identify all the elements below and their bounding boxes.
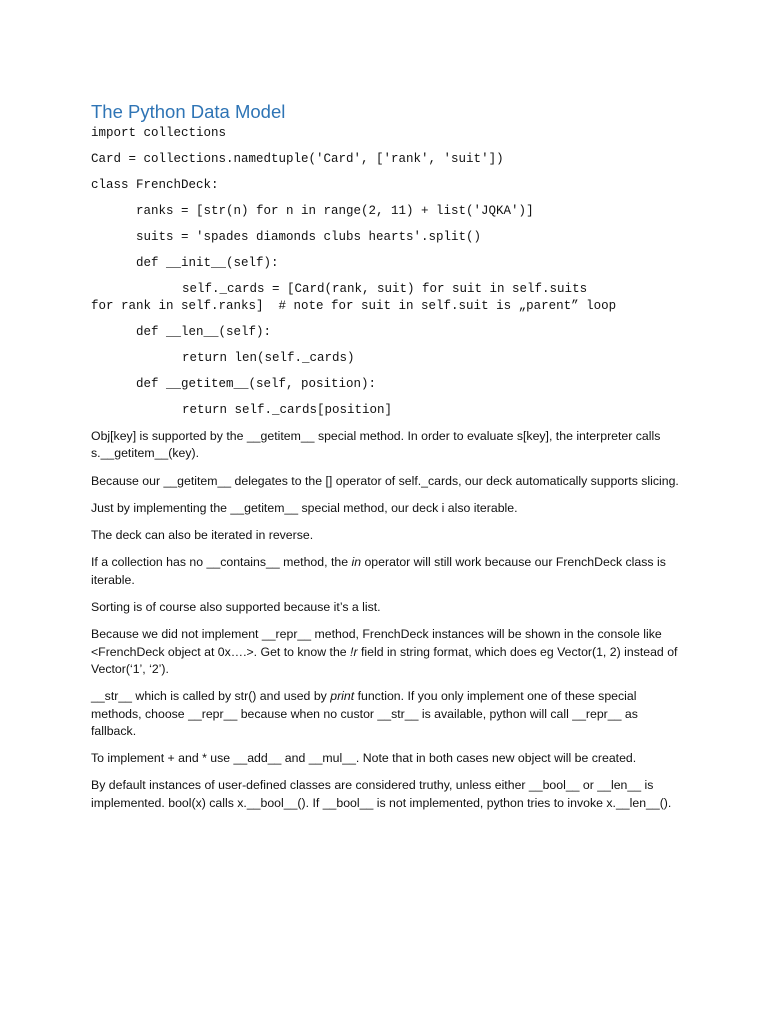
paragraph-text: Because our __getitem__ delegates to the [] operator of self._cards, our deck automatically supports slicing. — [91, 473, 679, 488]
body-paragraph — [91, 626, 681, 678]
code-line: self._cards = [Card(rank, suit) for suit in self.suits — [182, 282, 588, 296]
code-line: return self._cards[position] — [182, 402, 393, 417]
body-paragraph — [91, 688, 681, 740]
code-line: return len(self._cards) — [182, 350, 355, 365]
body-paragraph — [91, 777, 681, 812]
code-line: suits = 'spades diamonds clubs hearts'.split() — [136, 230, 482, 244]
code-line: def __init__(self): — [136, 256, 279, 270]
paragraph-text: field in string format, which does eg Vector(1, 2) instead of Vector(‘1’, ‘2’). — [91, 644, 678, 676]
paragraph-text: operator will still work because our FrenchDeck class is iterable. — [91, 555, 666, 587]
code-line: import collections — [91, 126, 227, 140]
paragraph-text: function. If you only implement one of these special methods, choose __repr__ because when no custor __str__ is available, python will call __repr__ as fallback. — [91, 689, 638, 738]
italic-text: !r — [350, 644, 358, 659]
code-line: def __len__(self): — [136, 324, 272, 339]
code-line: ranks = [str(n) for n in range(2, 11) + list('JQKA')] — [136, 204, 534, 218]
document-title: The Python Data Model — [91, 101, 286, 122]
code-block — [91, 125, 681, 418]
paragraph-text: Because we did not implement __repr__ method, FrenchDeck instances will be shown in the console like <FrenchDeck object at 0x….>. Get to know the — [91, 627, 662, 659]
body-paragraph — [91, 500, 681, 517]
paragraph-text: To implement + and * use __add__ and __mul__. Note that in both cases new object will be created. — [91, 751, 637, 766]
body-paragraph — [91, 554, 681, 589]
paragraph-text: __str__ which is called by str() and used by — [91, 689, 331, 704]
paragraph-text: The deck can also be iterated in reverse. — [91, 528, 314, 543]
paragraph-text: By default instances of user-defined classes are considered truthy, unless either __bool__ or __len__ is implemented. bool(x) calls x.__bool__(). If __bool__ is not implemented, python tries to invoke x.__len__(). — [91, 778, 672, 810]
body-paragraph — [91, 750, 681, 767]
italic-text: print — [330, 689, 355, 704]
paragraph-text: Obj[key] is supported by the __getitem__ special method. In order to evaluate s[key], the interpreter calls s.__getitem__(key). — [91, 429, 661, 461]
body-paragraph — [91, 527, 681, 544]
body-paragraph — [91, 473, 681, 490]
code-line: class FrenchDeck: — [91, 178, 219, 192]
code-line: Card = collections.namedtuple('Card', ['rank', 'suit']) — [91, 152, 504, 166]
code-line: def __getitem__(self, position): — [136, 376, 377, 391]
code-line: for rank in self.ranks] # note for suit in self.suit is „parent” loop — [91, 298, 617, 313]
italic-text: in — [351, 555, 362, 570]
body-paragraph — [91, 428, 681, 463]
prose-section — [91, 428, 681, 812]
paragraph-text: If a collection has no __contains__ method, the — [91, 555, 352, 570]
paragraph-text: Sorting is of course also supported because it’s a list. — [91, 600, 381, 615]
body-paragraph — [91, 599, 681, 616]
paragraph-text: Just by implementing the __getitem__ special method, our deck i also iterable. — [91, 500, 518, 515]
document-page — [91, 100, 681, 822]
